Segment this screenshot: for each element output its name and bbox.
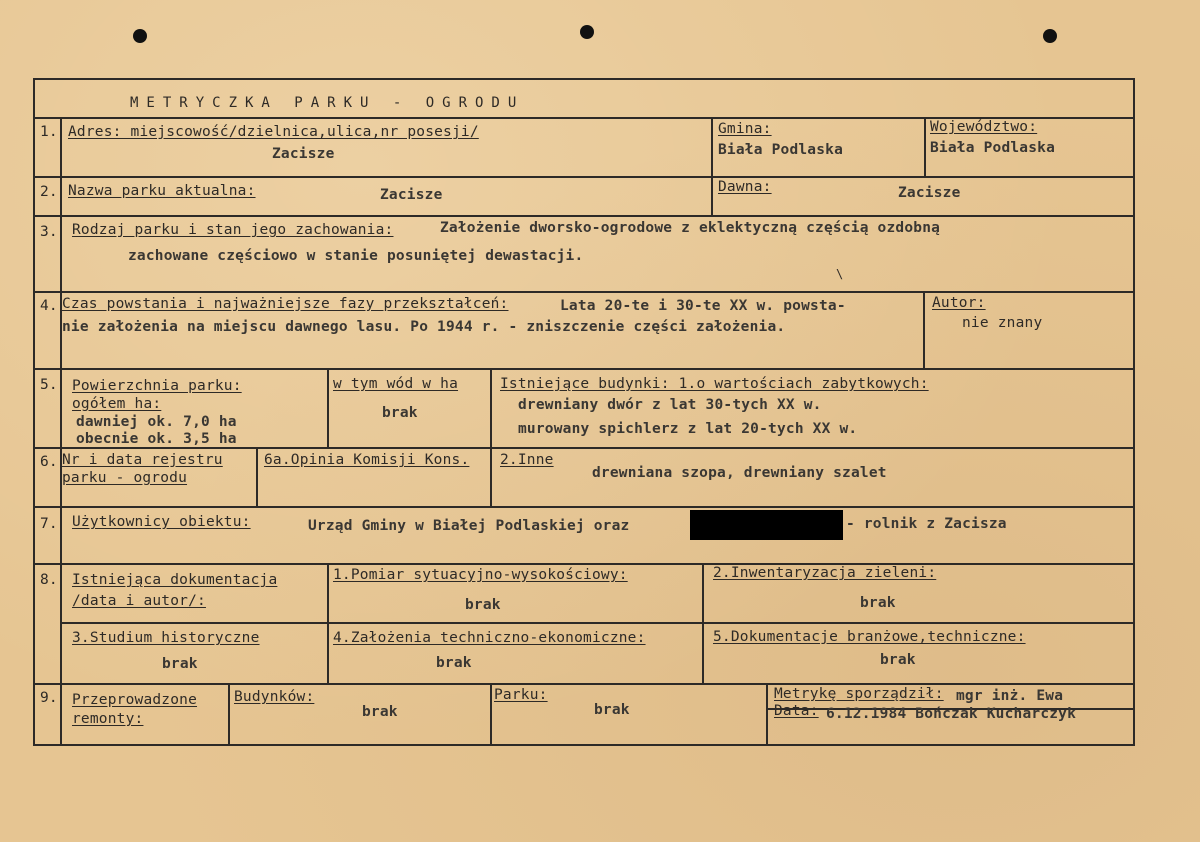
- building-value: murowany spichlerz z lat 20-tych XX w.: [518, 421, 858, 437]
- divider: [60, 622, 1135, 624]
- park-type-label: Rodzaj parku i stan jego zachowania:: [72, 222, 394, 238]
- date-value: 6.12.1984 Bończak Kucharczyk: [826, 706, 1077, 722]
- branch-label: 5.Dokumentacje branżowe,techniczne:: [713, 629, 1026, 645]
- divider: [924, 117, 926, 176]
- divider: [923, 291, 925, 368]
- row-number: 2.: [40, 184, 58, 200]
- row-number: 1.: [40, 124, 58, 140]
- redaction-bar: [690, 510, 843, 540]
- buildings-label: Istniejące budynki: 1.o wartościach zabytkowych:: [500, 376, 929, 392]
- repairs-buildings-value: brak: [362, 704, 398, 720]
- park-name-label: Nazwa parku aktualna:: [68, 183, 256, 199]
- tech-value: brak: [436, 655, 472, 671]
- date-label: Data:: [774, 703, 819, 719]
- park-type-value: Założenie dworsko-ogrodowe z eklektyczną częścią ozdobną: [440, 220, 941, 236]
- divider: [60, 117, 62, 746]
- divider: [33, 291, 1135, 293]
- greenery-value: brak: [860, 595, 896, 611]
- users-label: Użytkownicy obiektu:: [72, 514, 251, 530]
- users-value: Urząd Gminy w Białej Podlaskiej oraz: [308, 518, 630, 534]
- area-current-value: obecnie ok. 3,5 ha: [76, 431, 237, 447]
- phases-label: Czas powstania i najważniejsze fazy przekształceń:: [62, 296, 509, 312]
- repairs-buildings-label: Budynków:: [234, 689, 315, 705]
- other-value: drewniana szopa, drewniany szalet: [592, 465, 887, 481]
- repairs-label: remonty:: [72, 711, 144, 727]
- repairs-label: Przeprowadzone: [72, 692, 198, 708]
- wojewodztwo-label: Województwo:: [930, 119, 1038, 135]
- divider: [33, 368, 1135, 370]
- divider: [327, 368, 329, 447]
- divider: [33, 215, 1135, 217]
- branch-value: brak: [880, 652, 916, 668]
- divider: [702, 563, 704, 683]
- register-label: Nr i data rejestru: [62, 452, 223, 468]
- repairs-park-value: brak: [594, 702, 630, 718]
- survey-label: 1.Pomiar sytuacyjno-wysokościowy:: [333, 567, 628, 583]
- author-label: Autor:: [932, 295, 986, 311]
- punch-hole: [580, 25, 594, 39]
- row-number: 4.: [40, 298, 58, 314]
- divider: [327, 563, 329, 683]
- gmina-value: Biała Podlaska: [718, 142, 844, 158]
- water-label: w tym wód w ha: [333, 376, 459, 392]
- punch-hole: [133, 29, 147, 43]
- divider: [33, 506, 1135, 508]
- divider: [33, 683, 1135, 685]
- prepared-by-value: mgr inż. Ewa: [956, 688, 1064, 704]
- stray-mark: \: [836, 267, 844, 281]
- divider: [766, 683, 768, 746]
- park-name-value: Zacisze: [380, 187, 443, 203]
- divider: [33, 563, 1135, 565]
- divider: [33, 176, 1135, 178]
- wojewodztwo-value: Biała Podlaska: [930, 140, 1056, 156]
- divider: [256, 447, 258, 506]
- prepared-by-label: Metrykę sporządził:: [774, 686, 944, 702]
- park-type-value: zachowane częściowo w stanie posuniętej dewastacji.: [128, 248, 584, 264]
- former-name-value: Zacisze: [898, 185, 961, 201]
- users-value: - rolnik z Zacisza: [846, 516, 1007, 532]
- history-label: 3.Studium historyczne: [72, 630, 260, 646]
- water-value: brak: [382, 405, 418, 421]
- phases-value: nie założenia na miejscu dawnego lasu. Po 1944 r. - zniszczenie części założenia.: [62, 319, 786, 335]
- divider: [490, 368, 492, 506]
- building-value: drewniany dwór z lat 30-tych XX w.: [518, 397, 822, 413]
- former-name-label: Dawna:: [718, 179, 772, 195]
- area-former-value: dawniej ok. 7,0 ha: [76, 414, 237, 430]
- address-value: Zacisze: [272, 146, 335, 162]
- row-number: 3.: [40, 224, 58, 240]
- tech-label: 4.Założenia techniczno-ekonomiczne:: [333, 630, 646, 646]
- punch-hole: [1043, 29, 1057, 43]
- repairs-park-label: Parku:: [494, 687, 548, 703]
- author-value: nie znany: [962, 315, 1043, 331]
- divider: [711, 117, 713, 216]
- divider: [490, 683, 492, 746]
- greenery-label: 2.Inwentaryzacja zieleni:: [713, 565, 937, 581]
- form-title: METRYCZKA PARKU - OGRODU: [130, 95, 525, 111]
- other-label: 2.Inne: [500, 452, 554, 468]
- row-number: 9.: [40, 690, 58, 706]
- row-number: 8.: [40, 572, 58, 588]
- survey-value: brak: [465, 597, 501, 613]
- row-number: 6.: [40, 454, 58, 470]
- opinion-label: 6a.Opinia Komisji Kons.: [264, 452, 470, 468]
- area-total-label: ogółem ha:: [72, 396, 162, 412]
- row-number: 5.: [40, 377, 58, 393]
- history-value: brak: [162, 656, 198, 672]
- register-label: parku - ogrodu: [62, 470, 188, 486]
- documentation-label: /data i autor/:: [72, 593, 206, 609]
- documentation-label: Istniejąca dokumentacja: [72, 572, 278, 588]
- gmina-label: Gmina:: [718, 121, 772, 137]
- address-label: Adres: miejscowość/dzielnica,ulica,nr posesji/: [68, 124, 479, 140]
- area-label: Powierzchnia parku:: [72, 378, 242, 394]
- row-number: 7.: [40, 516, 58, 532]
- divider: [228, 683, 230, 746]
- phases-value: Lata 20-te i 30-te XX w. powsta-: [560, 298, 846, 314]
